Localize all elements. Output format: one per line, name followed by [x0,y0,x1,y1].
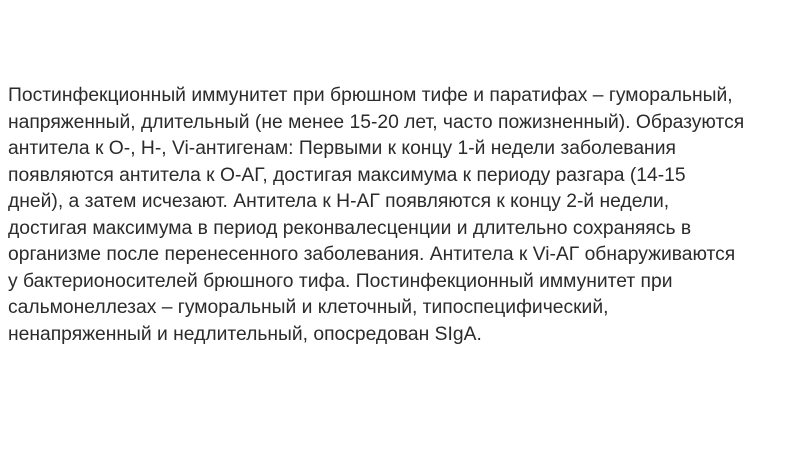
paragraph-line: у бактерионосителей брюшного тифа. Постинфекционный иммунитет при [8,270,673,292]
paragraph-line: организме после перенесенного заболевания. Антитела к Vi-АГ обнаруживаются [8,244,736,265]
paragraph-line: сальмонеллезах – гуморальный и клеточный, типоспецифический, [8,297,609,318]
paragraph-line: появляются антитела к О-АГ, достигая максимума к периоду разгара (14-15 [8,164,686,186]
paragraph-line: ненапряженный и недлительный, опосредован SIgA. [8,323,482,345]
paragraph-line: достигая максимума в период реконвалесценции и длительно сохраняясь в [8,217,692,239]
paragraph-line: дней), а затем исчезают. Антитела к Н-АГ появляются к концу 2-й недели, [8,191,670,212]
paragraph-line: Постинфекционный иммунитет при брюшном тифе и паратифах – гуморальный, [8,85,733,106]
paragraph-line: напряженный, длительный (не менее 15-20 лет, часто пожизненный). Образуются [8,111,745,133]
paragraph-line: антитела к О-, Н-, Vi-антигенам: Первыми к концу 1-й недели заболевания [8,138,676,159]
body-paragraph [8,83,798,348]
